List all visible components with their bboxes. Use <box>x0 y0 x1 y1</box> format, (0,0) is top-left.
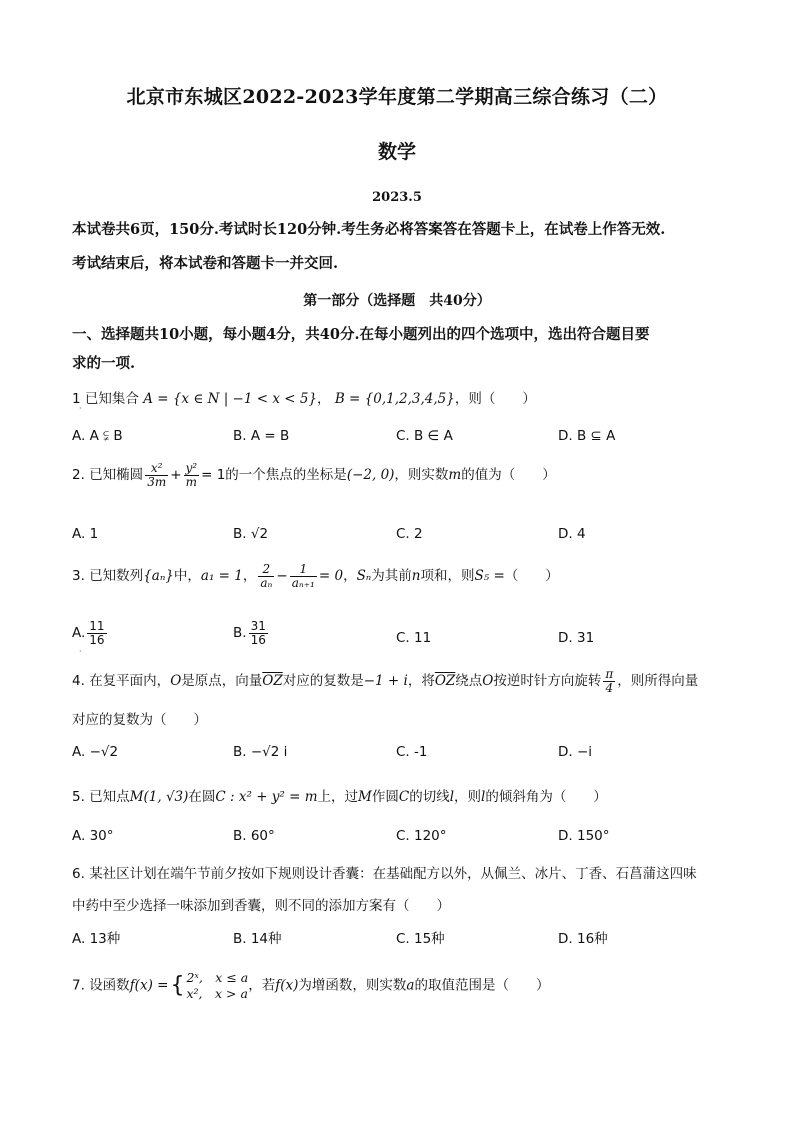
question-text: ，则所得向量 <box>617 673 699 690</box>
q2-option-d: D. 4 <box>558 526 586 542</box>
question-text: 已知点 <box>89 789 130 805</box>
q6-option-d: D. 16种 <box>558 931 608 947</box>
question-number: 5 <box>72 789 81 805</box>
sequence-symbol: {aₙ} <box>143 568 174 585</box>
question-text: 在复平面内， <box>89 673 171 690</box>
option-fraction <box>87 620 106 646</box>
question-text: 绕点 <box>455 673 483 690</box>
line-symbol: l <box>449 789 455 805</box>
q5-option-a: A. 30° <box>72 828 114 844</box>
set-a-definition: A = {x ∈ N | −1 < x < 5} <box>143 391 318 407</box>
q1-option-c: C. B ∈ A <box>396 428 453 444</box>
fraction-numerator: 1 <box>290 563 317 577</box>
question-text: = 1的一个焦点的坐标是 <box>201 467 347 484</box>
option-fraction <box>249 620 268 646</box>
origin-symbol: O <box>482 673 494 690</box>
fraction-numerator: x² <box>145 462 168 476</box>
question-text: 对应的复数是 <box>282 673 364 690</box>
question-2: 2. 已知椭圆 $\frac{\text{x²}}{3m}$ + $\frac{\text{y²}}{m}$ = 1的一个焦点的坐标是(−2, 0)，则实数m的值为（ ） <box>72 461 556 489</box>
q3-option-c: C. 11 <box>396 630 432 646</box>
variable-m: m <box>448 467 462 484</box>
left-brace-icon: { <box>170 973 185 999</box>
question-6-line-2: 中药中至少选择一味添加到香囊，则不同的添加方案有（ ） <box>72 898 450 914</box>
circle-equation: C : x² + y² = m <box>215 789 318 805</box>
question-text: ，则实数 <box>394 467 449 484</box>
q1-option-d: D. B ⊆ A <box>558 428 616 444</box>
question-7: 7. 设函数f(x) ={ 2ˣ, x ≤ a x², x > a ，若f(x)为增函数，则实数a的取值范围是（ ） <box>72 970 550 1001</box>
variable-n: n <box>411 568 421 585</box>
question-text: 已知集合 <box>84 391 139 407</box>
question-1 <box>72 387 536 407</box>
q2-option-c: C. 2 <box>396 526 423 542</box>
piecewise-case-1: 2ˣ, x ≤ a <box>186 970 249 985</box>
separator: ， <box>317 391 331 407</box>
q4-option-b: B. −√2 i <box>233 744 288 760</box>
question-number: 1 <box>72 391 81 407</box>
fraction-denominator: 16 <box>250 632 266 647</box>
question-number: 6 <box>72 866 81 882</box>
ellipse-term-x <box>145 462 168 488</box>
q5-option-c: C. 120° <box>396 828 447 844</box>
q6-option-c: C. 15种 <box>396 931 445 947</box>
q1-option-a: A. A ⫋ B <box>72 428 123 444</box>
fraction-denominator: 4 <box>605 680 614 695</box>
focus-coordinate: (−2, 0) <box>346 467 395 484</box>
vector-oz: $\overline{OZ}$ <box>434 673 456 690</box>
part-title: 第一部分（选择题 共40分） <box>303 293 491 309</box>
minus-sign: − <box>276 568 288 585</box>
complex-number: −1 + i <box>363 673 408 690</box>
question-text: 中， <box>173 568 201 585</box>
decorative-dot: · <box>79 647 82 656</box>
plus-sign: + <box>170 467 182 484</box>
question-tail: ，则（ ） <box>454 391 536 407</box>
question-text: ，则 <box>454 789 482 805</box>
question-text: 为其前 <box>371 568 412 585</box>
function-symbol: f(x) <box>275 977 299 994</box>
question-text: 作圆 <box>371 789 399 805</box>
question-tail: 的值为（ ） <box>461 467 556 484</box>
subject-title: 数学 <box>377 141 416 163</box>
q2-option-a: A. 1 <box>72 526 99 542</box>
question-text: 的切线 <box>409 789 450 805</box>
fraction-numerator: y² <box>185 461 198 475</box>
question-text: 设函数 <box>89 977 130 994</box>
rotation-angle <box>603 668 615 694</box>
q4-option-c: C. -1 <box>396 744 428 760</box>
question-text: 某社区计划在端午节前夕按如下规则设计香囊：在基础配方以外，从佩兰、冰片、丁香、石菖蒲这四味 <box>89 866 697 882</box>
section-instruction-line-1: 一、选择题共10小题，每小题4分，共40分.在每小题列出的四个选项中，选出符合题目要 <box>72 326 650 343</box>
equals-zero: = 0 <box>318 568 344 585</box>
question-text: 项和，则 <box>420 568 475 585</box>
q2-option-b: B. √2 <box>233 526 269 542</box>
q5-option-b: B. 60° <box>233 828 275 844</box>
question-tail: 的取值范围是（ ） <box>414 977 550 994</box>
q3-option-d: D. 31 <box>558 630 595 646</box>
s5-symbol: S₅ = <box>474 568 505 585</box>
fraction-numerator: π <box>605 667 614 681</box>
separator: ， <box>343 568 357 585</box>
fraction-denominator: m <box>185 474 197 489</box>
fraction-numerator: 2 <box>258 563 274 577</box>
set-b-definition: B = {0,1,2,3,4,5} <box>334 391 455 407</box>
q4-option-a: A. −√2 <box>72 744 119 760</box>
question-text: 在圆 <box>188 789 216 805</box>
fraction-denominator: 3m <box>147 474 167 489</box>
vector-oz: $\overline{OZ}$ <box>262 673 283 690</box>
q4-option-d: D. −i <box>558 744 593 760</box>
question-text: 按逆时针方向旋转 <box>493 673 602 690</box>
piecewise-cases <box>186 970 248 1001</box>
piecewise-case-2: x², x > a <box>186 985 248 1001</box>
first-term: a₁ = 1 <box>200 568 243 585</box>
question-6: 6. 某社区计划在端午节前夕按如下规则设计香囊：在基础配方以外，从佩兰、冰片、丁香、石菖蒲这四味 <box>72 866 697 882</box>
option-letter: A. <box>72 625 86 642</box>
question-4: 4. 在复平面内，O是原点，向量$\overline{OZ}$对应的复数是−1 + i，将$\overline{OZ}$绕点O按逆时针方向旋转 $\frac{\pi}{4}$ ，则所得向量 <box>72 667 699 695</box>
separator: ， <box>242 568 257 585</box>
q6-option-a: A. 13种 <box>72 931 121 947</box>
question-text: 为增函数，则实数 <box>298 977 407 994</box>
exam-date: 2023.5 <box>372 190 422 205</box>
partial-sum-symbol: Sₙ <box>356 568 372 585</box>
fraction-denominator: aₙ₊₁ <box>291 575 315 590</box>
question-3: 3. 已知数列{aₙ}中，a₁ = 1， $\frac{2}{\text{aₙ}}$ − $\frac{1}{\text{aₙ₊₁}}$ = 0，Sₙ为其前n项和，则S₅ =（ ） <box>72 562 559 590</box>
q3-option-a <box>72 620 109 646</box>
question-number: 4 <box>72 673 81 690</box>
q3-option-b <box>233 620 270 646</box>
q5-option-d: D. 150° <box>558 828 610 844</box>
question-4-line-2: 对应的复数为（ ） <box>72 712 207 728</box>
option-letter: B. <box>233 625 247 642</box>
function-symbol: f(x) = <box>129 977 169 994</box>
question-number: 2 <box>72 467 81 484</box>
origin-symbol: O <box>170 673 182 690</box>
circle-symbol: C <box>398 789 410 805</box>
question-text: 是原点，向量 <box>181 673 263 690</box>
fraction-denominator: aₙ <box>260 575 273 590</box>
notice-line-2: 考试结束后，将本试卷和答题卡一并交回. <box>72 255 339 272</box>
question-text: ，若 <box>248 977 276 994</box>
question-text: 已知椭圆 <box>89 467 144 484</box>
fraction-numerator: 31 <box>250 619 266 633</box>
question-tail: 的倾斜角为（ ） <box>485 789 607 805</box>
variable-a: a <box>406 977 415 994</box>
point-m: M(1, √3) <box>129 789 189 805</box>
notice-line-1: 本试卷共6页，150分.考试时长120分钟.考生务必将答案答在答题卡上，在试卷上作答无效. <box>72 221 666 238</box>
question-text: ，将 <box>407 673 435 690</box>
line-symbol: l <box>481 789 486 805</box>
recurrence-fraction-1 <box>258 563 274 589</box>
ellipse-term-y <box>184 462 200 488</box>
recurrence-fraction-2 <box>290 563 317 589</box>
point-symbol: M <box>358 789 372 805</box>
section-instruction-line-2: 求的一项. <box>72 355 136 372</box>
question-text: 已知数列 <box>89 568 144 585</box>
q1-option-b: B. A = B <box>233 428 290 444</box>
decorative-dot: · <box>79 404 82 413</box>
fraction-numerator: 11 <box>89 619 105 633</box>
question-tail: （ ） <box>504 568 559 585</box>
fraction-denominator: 16 <box>89 632 105 647</box>
question-5: 5. 已知点M(1, √3)在圆C : x² + y² = m上，过M作圆C的切线l，则l的倾斜角为（ ） <box>72 789 607 805</box>
question-text: 上，过 <box>317 789 359 805</box>
exam-title: 北京市东城区2022-2023学年度第二学期高三综合练习（二） <box>126 86 668 108</box>
question-number: 7 <box>72 977 81 994</box>
q6-option-b: B. 14种 <box>233 931 282 947</box>
question-number: 3 <box>72 568 81 585</box>
